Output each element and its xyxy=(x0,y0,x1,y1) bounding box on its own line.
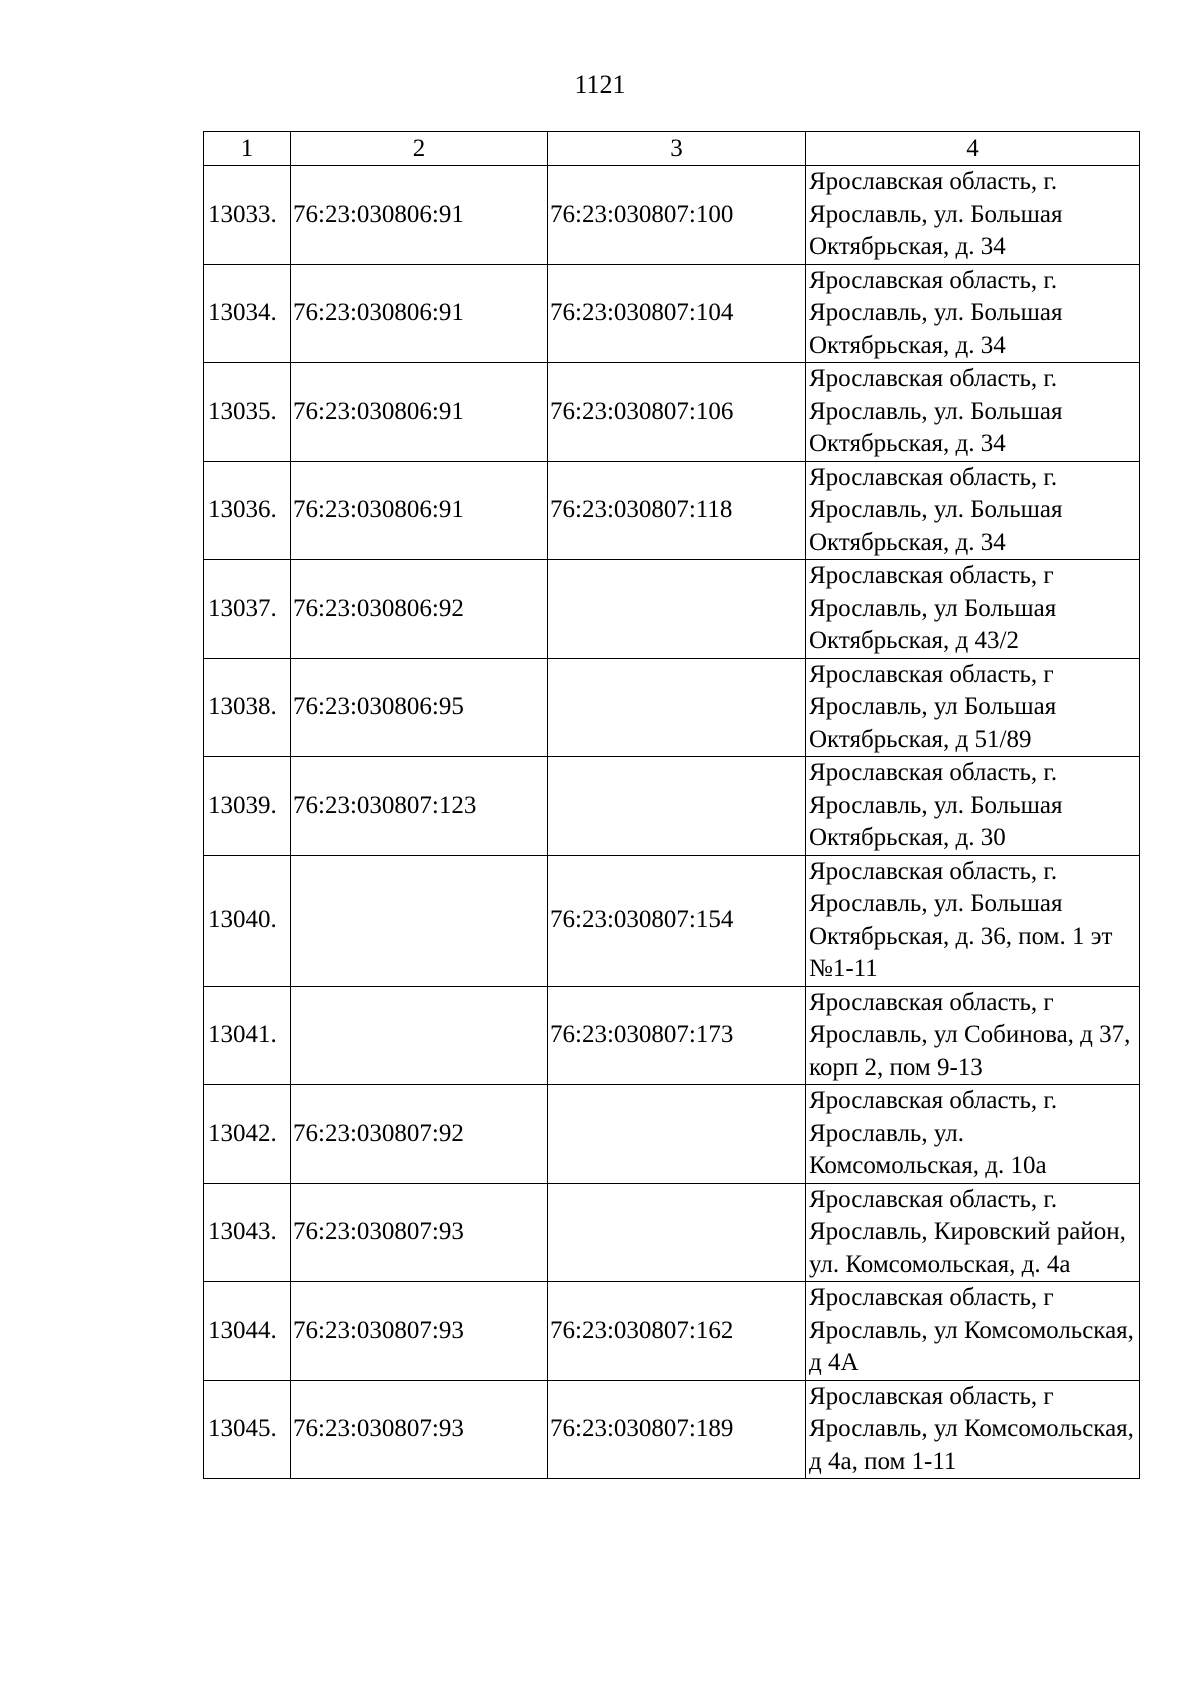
parcel-cadastral-number: 76:23:030806:91 xyxy=(291,461,548,560)
row-number: 13033. xyxy=(204,166,291,265)
object-cadastral-number: 76:23:030807:189 xyxy=(548,1380,806,1479)
row-number: 13040. xyxy=(204,855,291,986)
address: Ярославская область, г Ярославль, ул Большая Октябрьская, д 51/89 xyxy=(806,658,1140,757)
row-number: 13039. xyxy=(204,757,291,856)
table-row xyxy=(204,461,1140,560)
table-body xyxy=(204,166,1140,1479)
object-cadastral-number xyxy=(548,1085,806,1184)
table-row xyxy=(204,560,1140,659)
address: Ярославская область, г. Ярославль, ул. Большая Октябрьская, д. 34 xyxy=(806,461,1140,560)
table-row xyxy=(204,1183,1140,1282)
parcel-cadastral-number: 76:23:030806:95 xyxy=(291,658,548,757)
object-cadastral-number: 76:23:030807:173 xyxy=(548,986,806,1085)
table-row xyxy=(204,264,1140,363)
object-cadastral-number xyxy=(548,560,806,659)
table-row xyxy=(204,363,1140,462)
address: Ярославская область, г Ярославль, ул Большая Октябрьская, д 43/2 xyxy=(806,560,1140,659)
object-cadastral-number: 76:23:030807:104 xyxy=(548,264,806,363)
registry-table xyxy=(203,131,1140,1479)
address: Ярославская область, г. Ярославль, ул. Большая Октябрьская, д. 34 xyxy=(806,264,1140,363)
parcel-cadastral-number xyxy=(291,855,548,986)
table-header xyxy=(204,132,1140,166)
object-cadastral-number: 76:23:030807:106 xyxy=(548,363,806,462)
parcel-cadastral-number xyxy=(291,986,548,1085)
address: Ярославская область, г. Ярославль, ул. Большая Октябрьская, д. 30 xyxy=(806,757,1140,856)
row-number: 13041. xyxy=(204,986,291,1085)
address: Ярославская область, г. Ярославль, ул. Комсомольская, д. 10а xyxy=(806,1085,1140,1184)
row-number: 13042. xyxy=(204,1085,291,1184)
parcel-cadastral-number: 76:23:030807:93 xyxy=(291,1282,548,1381)
address: Ярославская область, г Ярославль, ул Собинова, д 37, корп 2, пом 9-13 xyxy=(806,986,1140,1085)
address: Ярославская область, г. Ярославль, Кировский район, ул. Комсомольская, д. 4а xyxy=(806,1183,1140,1282)
row-number: 13036. xyxy=(204,461,291,560)
column-header-4: 4 xyxy=(806,132,1140,166)
address: Ярославская область, г Ярославль, ул Комсомольская, д 4А xyxy=(806,1282,1140,1381)
row-number: 13038. xyxy=(204,658,291,757)
table-row xyxy=(204,855,1140,986)
parcel-cadastral-number: 76:23:030807:93 xyxy=(291,1380,548,1479)
row-number: 13035. xyxy=(204,363,291,462)
object-cadastral-number: 76:23:030807:100 xyxy=(548,166,806,265)
object-cadastral-number xyxy=(548,658,806,757)
table-row xyxy=(204,1380,1140,1479)
parcel-cadastral-number: 76:23:030806:91 xyxy=(291,363,548,462)
object-cadastral-number xyxy=(548,757,806,856)
column-header-1: 1 xyxy=(204,132,291,166)
row-number: 13034. xyxy=(204,264,291,363)
parcel-cadastral-number: 76:23:030806:91 xyxy=(291,264,548,363)
header-row xyxy=(204,132,1140,166)
row-number: 13045. xyxy=(204,1380,291,1479)
address: Ярославская область, г. Ярославль, ул. Большая Октябрьская, д. 34 xyxy=(806,363,1140,462)
object-cadastral-number: 76:23:030807:118 xyxy=(548,461,806,560)
row-number: 13043. xyxy=(204,1183,291,1282)
parcel-cadastral-number: 76:23:030807:93 xyxy=(291,1183,548,1282)
parcel-cadastral-number: 76:23:030807:123 xyxy=(291,757,548,856)
parcel-cadastral-number: 76:23:030807:92 xyxy=(291,1085,548,1184)
table-row xyxy=(204,1282,1140,1381)
table-row xyxy=(204,986,1140,1085)
column-header-3: 3 xyxy=(548,132,806,166)
address: Ярославская область, г. Ярославль, ул. Большая Октябрьская, д. 34 xyxy=(806,166,1140,265)
row-number: 13037. xyxy=(204,560,291,659)
parcel-cadastral-number: 76:23:030806:91 xyxy=(291,166,548,265)
table-row xyxy=(204,1085,1140,1184)
parcel-cadastral-number: 76:23:030806:92 xyxy=(291,560,548,659)
table-row xyxy=(204,757,1140,856)
table-row xyxy=(204,658,1140,757)
object-cadastral-number: 76:23:030807:154 xyxy=(548,855,806,986)
address: Ярославская область, г. Ярославль, ул. Большая Октябрьская, д. 36, пом. 1 эт №1-11 xyxy=(806,855,1140,986)
object-cadastral-number: 76:23:030807:162 xyxy=(548,1282,806,1381)
row-number: 13044. xyxy=(204,1282,291,1381)
table-row xyxy=(204,166,1140,265)
column-header-2: 2 xyxy=(291,132,548,166)
object-cadastral-number xyxy=(548,1183,806,1282)
address: Ярославская область, г Ярославль, ул Комсомольская, д 4а, пом 1-11 xyxy=(806,1380,1140,1479)
page-number: 1121 xyxy=(574,70,626,99)
